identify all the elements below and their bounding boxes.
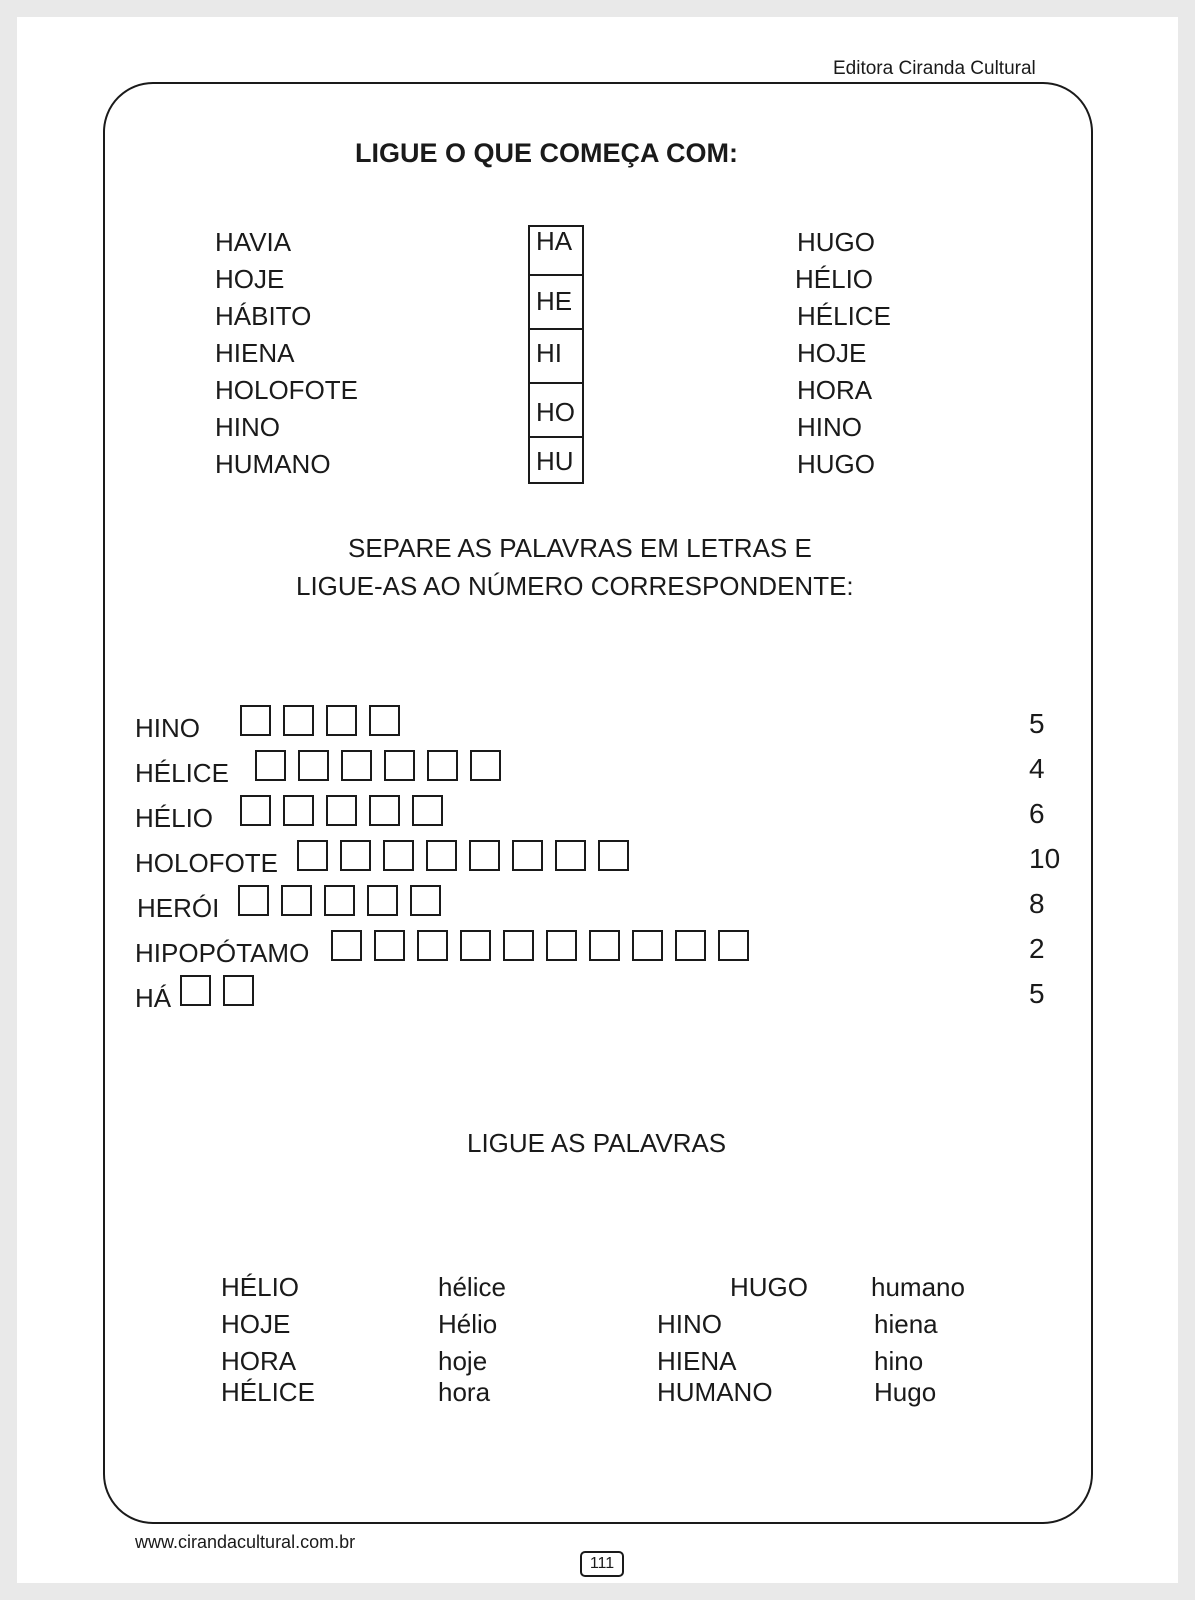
- left-word: HÁBITO: [215, 301, 312, 331]
- match-word-col3: HUMANO: [657, 1377, 773, 1407]
- letter-box: [369, 705, 400, 736]
- letter-box: [675, 930, 706, 961]
- letter-box: [383, 840, 414, 871]
- letter-box: [555, 840, 586, 871]
- letter-box: [374, 930, 405, 961]
- letter-box: [238, 885, 269, 916]
- letter-box: [369, 795, 400, 826]
- letter-box: [324, 885, 355, 916]
- letter-box: [512, 840, 543, 871]
- syllable-box: [528, 274, 584, 330]
- syllable-box: [528, 225, 584, 276]
- match-word-col2: hélice: [438, 1272, 506, 1302]
- left-word: HOLOFOTE: [215, 375, 359, 405]
- right-word: HOJE: [797, 338, 867, 368]
- letter-box: [340, 840, 371, 871]
- split-word: HÉLICE: [135, 758, 229, 788]
- match-word-col2: hora: [438, 1377, 491, 1407]
- match-word-col1: HORA: [221, 1346, 297, 1376]
- target-number: 8: [1029, 888, 1045, 919]
- letter-box: [470, 750, 501, 781]
- target-number: 4: [1029, 753, 1045, 784]
- right-word: HÉLIO: [795, 264, 874, 294]
- letter-box: [589, 930, 620, 961]
- right-word: HUGO: [797, 227, 875, 257]
- target-number: 5: [1029, 708, 1045, 739]
- syllable-label: HU: [536, 446, 574, 476]
- match-word-col4: hiena: [874, 1309, 938, 1339]
- letter-box: [426, 840, 457, 871]
- syllable-label: HE: [536, 286, 573, 316]
- letter-box: [367, 885, 398, 916]
- syllable-box: [528, 382, 584, 438]
- letter-box: [469, 840, 500, 871]
- match-word-col1: HÉLIO: [221, 1272, 300, 1302]
- letter-box: [331, 930, 362, 961]
- section3-title: LIGUE AS PALAVRAS: [467, 1128, 727, 1158]
- match-word-col4: Hugo: [874, 1377, 937, 1407]
- match-word-col3: HIENA: [657, 1346, 737, 1376]
- letter-box: [281, 885, 312, 916]
- split-word: HÉLIO: [135, 803, 214, 833]
- left-word: HAVIA: [215, 227, 292, 257]
- split-word: HERÓI: [137, 893, 220, 923]
- website-url: www.cirandacultural.com.br: [135, 1532, 356, 1552]
- match-word-col3: HINO: [657, 1309, 722, 1339]
- page-number: 111: [580, 1551, 624, 1577]
- split-word: HÁ: [135, 983, 172, 1013]
- left-word: HOJE: [215, 264, 285, 294]
- letter-box: [326, 705, 357, 736]
- left-word: HUMANO: [215, 449, 331, 479]
- left-word: HIENA: [215, 338, 295, 368]
- letter-box: [180, 975, 211, 1006]
- split-word: HOLOFOTE: [135, 848, 279, 878]
- letter-box: [326, 795, 357, 826]
- left-word: HINO: [215, 412, 280, 442]
- letter-box: [410, 885, 441, 916]
- right-word: HUGO: [797, 449, 875, 479]
- target-number: 2: [1029, 933, 1045, 964]
- match-word-col3: HUGO: [730, 1272, 808, 1302]
- match-word-col1: HOJE: [221, 1309, 291, 1339]
- section2-instruction-line1: SEPARE AS PALAVRAS EM LETRAS E: [348, 533, 812, 563]
- match-word-col4: hino: [874, 1346, 924, 1376]
- section2-instruction-line2: LIGUE-AS AO NÚMERO CORRESPONDENTE:: [296, 571, 854, 601]
- letter-box: [240, 795, 271, 826]
- letter-box: [298, 750, 329, 781]
- letter-box: [718, 930, 749, 961]
- match-word-col4: humano: [871, 1272, 965, 1302]
- letter-box: [255, 750, 286, 781]
- match-word-col2: Hélio: [438, 1309, 498, 1339]
- right-word: HÉLICE: [797, 301, 891, 331]
- letter-box: [283, 705, 314, 736]
- letter-box: [417, 930, 448, 961]
- letter-box: [460, 930, 491, 961]
- target-number: 10: [1029, 843, 1061, 874]
- section1-title: LIGUE O QUE COMEÇA COM:: [355, 138, 738, 168]
- target-number: 5: [1029, 978, 1045, 1009]
- letter-box: [283, 795, 314, 826]
- match-word-col1: HÉLICE: [221, 1377, 315, 1407]
- right-word: HORA: [797, 375, 873, 405]
- syllable-label: HO: [536, 397, 575, 427]
- target-number: 6: [1029, 798, 1045, 829]
- split-word: HIPOPÓTAMO: [135, 938, 310, 968]
- publisher-name: Editora Ciranda Cultural: [833, 58, 1036, 79]
- letter-box: [412, 795, 443, 826]
- match-word-col2: hoje: [438, 1346, 488, 1376]
- letter-box: [546, 930, 577, 961]
- split-word: HINO: [135, 713, 200, 743]
- right-word: HINO: [797, 412, 862, 442]
- letter-box: [297, 840, 328, 871]
- letter-box: [384, 750, 415, 781]
- letter-box: [341, 750, 372, 781]
- letter-box: [223, 975, 254, 1006]
- syllable-box: [528, 436, 584, 484]
- syllable-label: HI: [536, 338, 562, 368]
- letter-box: [503, 930, 534, 961]
- letter-box: [240, 705, 271, 736]
- letter-box: [632, 930, 663, 961]
- syllable-label: HA: [536, 226, 573, 256]
- letter-box: [427, 750, 458, 781]
- letter-box: [598, 840, 629, 871]
- syllable-box: [528, 328, 584, 384]
